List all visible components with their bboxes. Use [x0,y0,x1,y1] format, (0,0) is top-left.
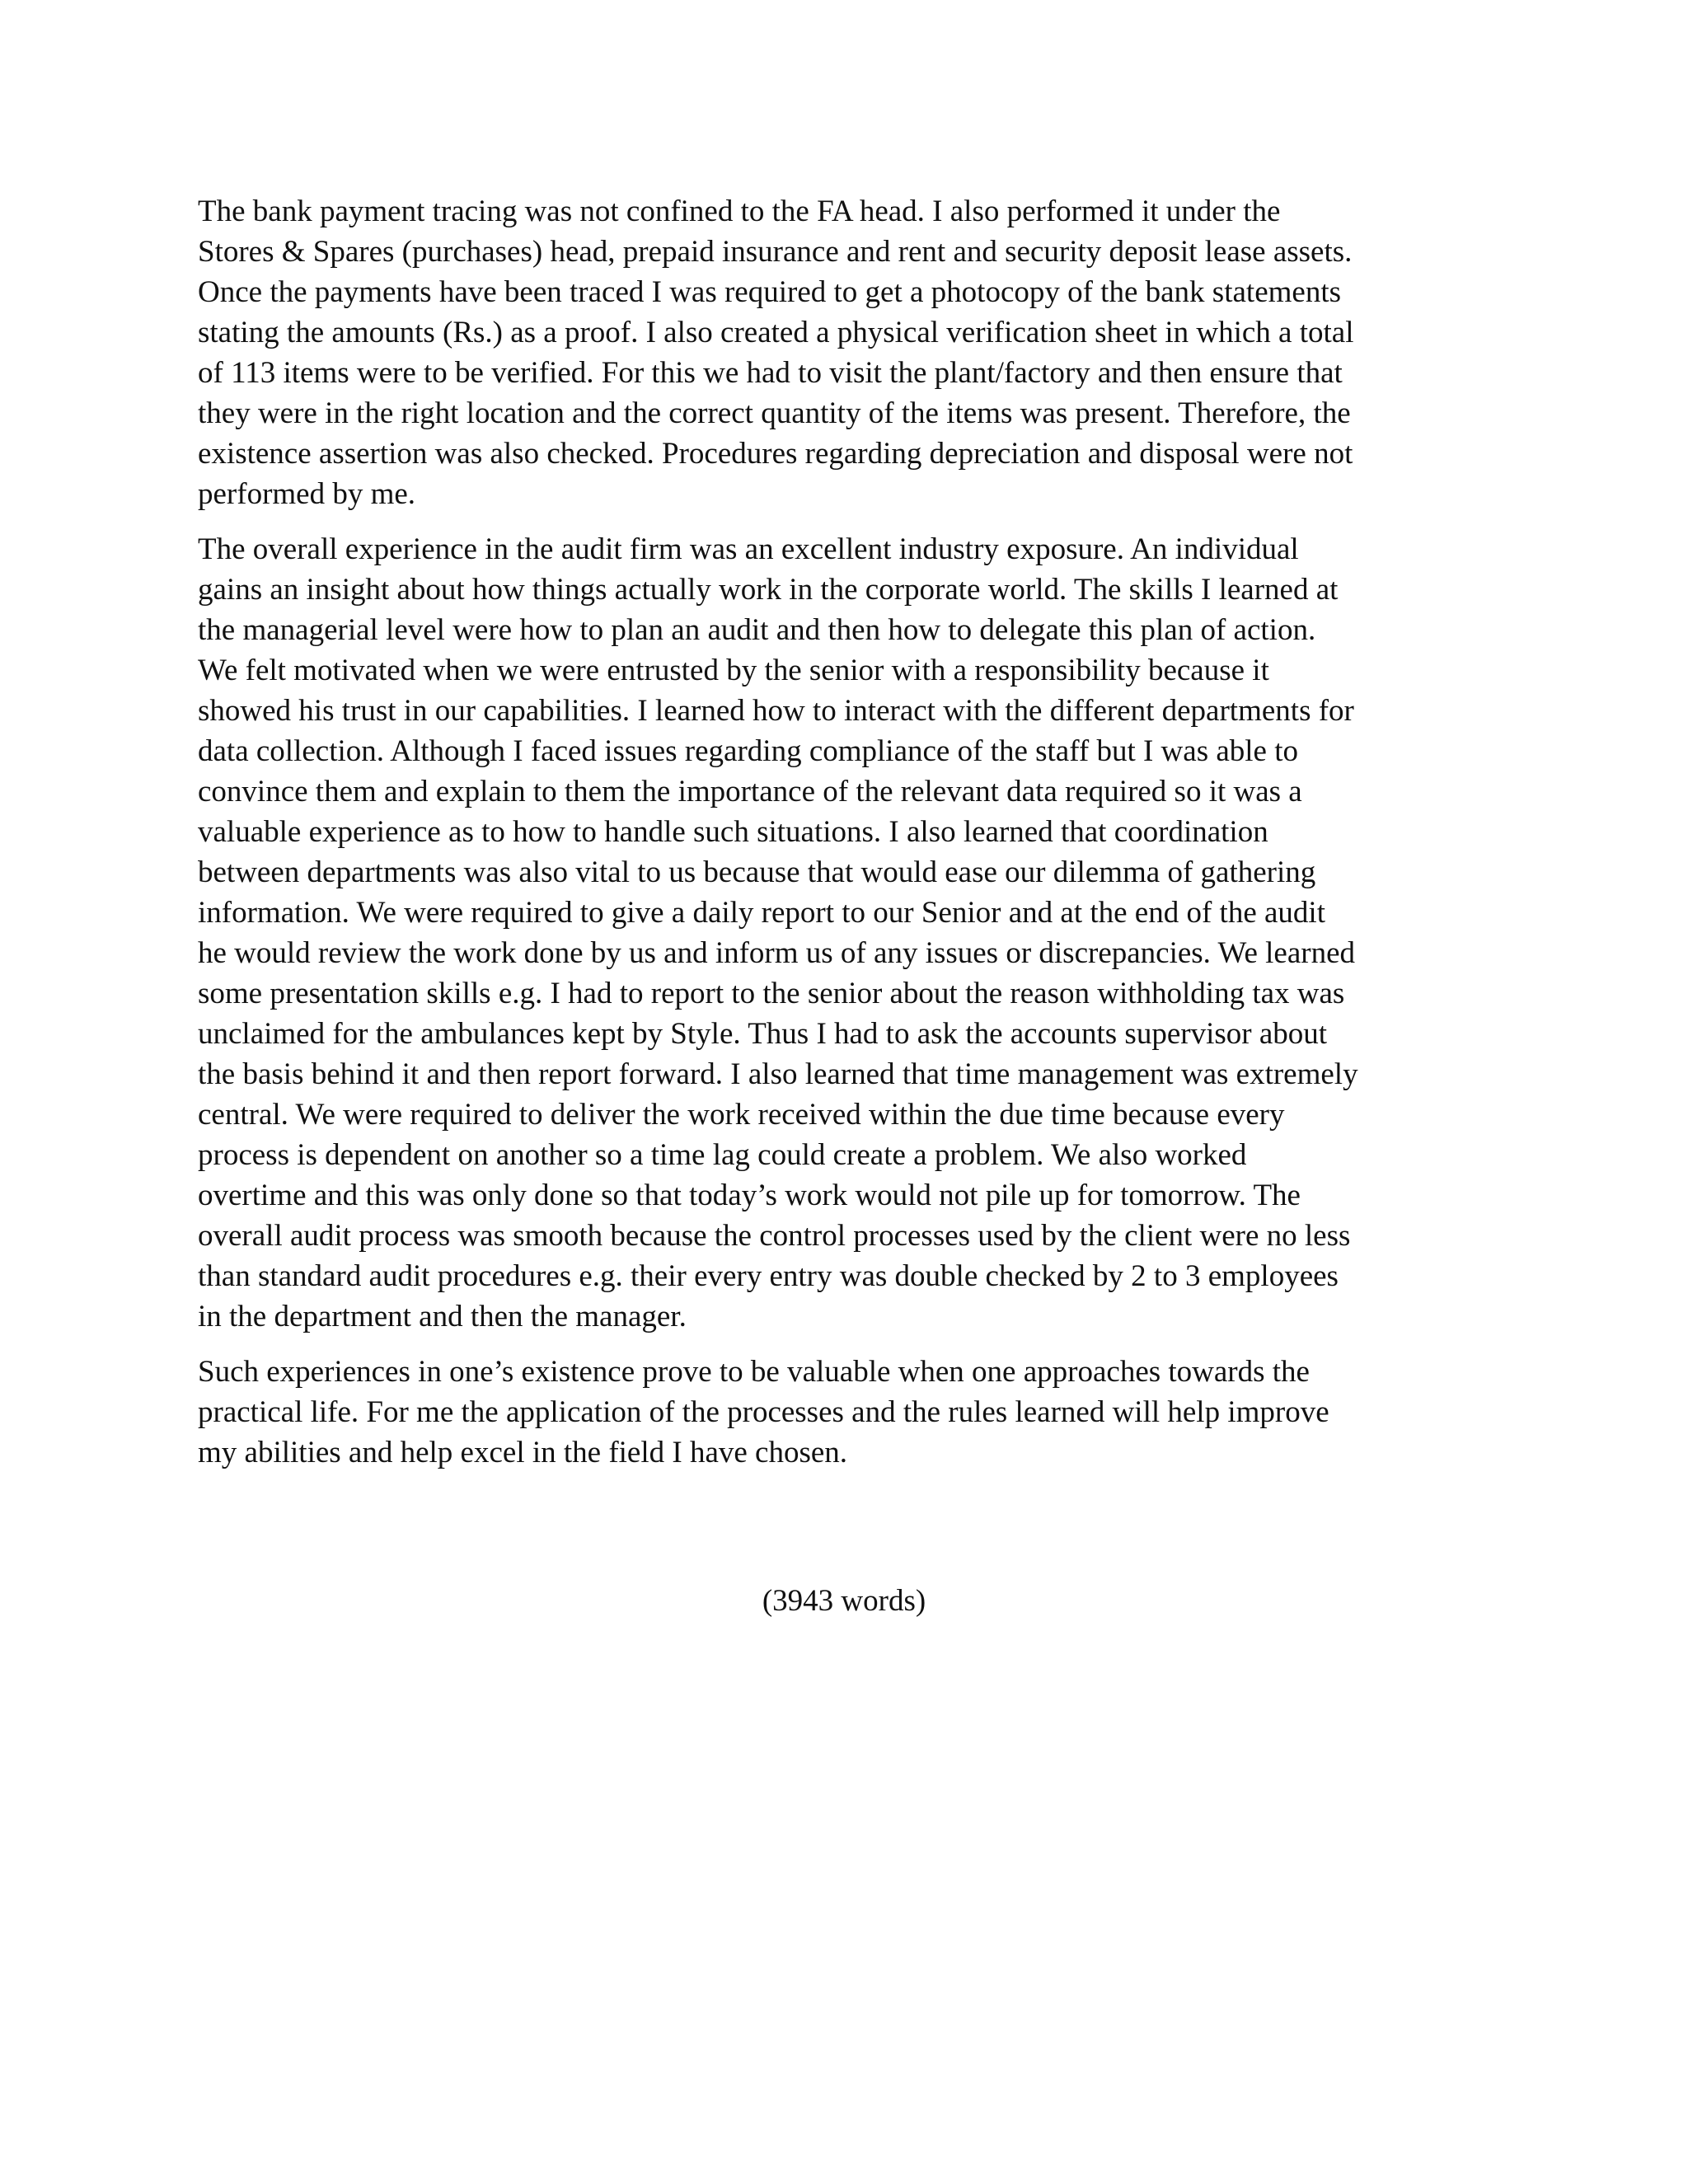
text-line: he would review the work done by us and inform us of any issues or discrepancies. We learned [198,936,1356,970]
text-line: the managerial level were how to plan an audit and then how to delegate this plan of action. [198,613,1316,647]
text-line: showed his trust in our capabilities. I learned how to interact with the different departments for [198,694,1354,728]
word-count: (3943 words) [762,1584,926,1618]
text-line: overall audit process was smooth because the control processes used by the client were no less [198,1219,1351,1253]
text-line: overtime and this was only done so that today’s work would not pile up for tomorrow. The [198,1179,1301,1212]
text-line: my abilities and help excel in the field I have chosen. [198,1436,848,1469]
text-line: stating the amounts (Rs.) as a proof. I also created a physical verification sheet in which a total [198,316,1354,349]
text-line: existence assertion was also checked. Procedures regarding depreciation and disposal were not [198,437,1353,471]
paragraph-3 [198,1352,1434,1473]
text-line: performed by me. [198,477,416,511]
text-line: unclaimed for the ambulances kept by Style. Thus I had to ask the accounts supervisor about [198,1017,1328,1051]
text-line: Once the payments have been traced I was required to get a photocopy of the bank statements [198,275,1341,309]
paragraph-2 [198,529,1434,1337]
text-line: The bank payment tracing was not confined to the FA head. I also performed it under the [198,194,1281,228]
paragraph-1 [198,191,1434,514]
text-line: valuable experience as to how to handle such situations. I also learned that coordination [198,815,1268,849]
text-line: process is dependent on another so a time lag could create a problem. We also worked [198,1138,1247,1172]
text-line: gains an insight about how things actually work in the corporate world. The skills I learned at [198,573,1339,607]
text-line: between departments was also vital to us because that would ease our dilemma of gathering [198,855,1316,889]
text-line: Such experiences in one’s existence prove to be valuable when one approaches towards the [198,1355,1310,1389]
text-line: Stores & Spares (purchases) head, prepaid insurance and rent and security deposit lease assets. [198,235,1353,269]
text-line: in the department and then the manager. [198,1300,687,1333]
text-line: central. We were required to deliver the work received within the due time because every [198,1098,1285,1132]
document-body [198,191,1434,1488]
text-line: the basis behind it and then report forward. I also learned that time management was extremely [198,1057,1358,1091]
text-line: The overall experience in the audit firm was an excellent industry exposure. An individual [198,532,1299,566]
text-line: they were in the right location and the correct quantity of the items was present. Therefore, the [198,396,1351,430]
text-line: of 113 items were to be verified. For this we had to visit the plant/factory and then ensure that [198,356,1343,390]
text-line: data collection. Although I faced issues regarding compliance of the staff but I was able to [198,734,1298,768]
text-line: We felt motivated when we were entrusted by the senior with a responsibility because it [198,654,1269,687]
text-line: information. We were required to give a daily report to our Senior and at the end of the audit [198,896,1325,930]
text-line: some presentation skills e.g. I had to report to the senior about the reason withholding tax was [198,977,1345,1010]
text-line: than standard audit procedures e.g. their every entry was double checked by 2 to 3 employees [198,1259,1339,1293]
text-line: practical life. For me the application of the processes and the rules learned will help improve [198,1395,1329,1429]
text-line: convince them and explain to them the importance of the relevant data required so it was a [198,775,1302,808]
